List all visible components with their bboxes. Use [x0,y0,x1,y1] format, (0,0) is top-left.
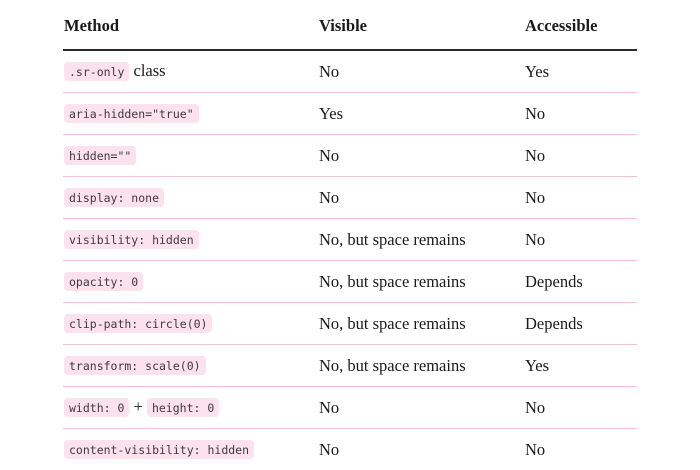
accessible-cell: No [524,387,637,429]
method-cell [63,303,318,345]
code-snippet: opacity: 0 [64,272,143,291]
accessible-cell: Depends [524,303,637,345]
accessible-cell: No [524,219,637,261]
table-row [63,135,637,177]
visible-cell: No [318,50,524,93]
visible-cell: No, but space remains [318,261,524,303]
column-header-method: Method [63,13,318,50]
method-plain-text: class [129,61,165,80]
method-cell [63,219,318,261]
column-header-visible: Visible [318,13,524,50]
accessible-cell: No [524,177,637,219]
accessible-cell: No [524,93,637,135]
table-row [63,177,637,219]
code-snippet: .sr-only [64,62,129,81]
code-snippet: display: none [64,188,164,207]
table-row [63,261,637,303]
column-header-accessible: Accessible [524,13,637,50]
method-cell [63,387,318,429]
table-row [63,387,637,429]
method-cell [63,177,318,219]
table-row [63,345,637,387]
accessible-cell: Depends [524,261,637,303]
visible-cell: No, but space remains [318,219,524,261]
visible-cell: Yes [318,93,524,135]
method-cell [63,429,318,470]
code-snippet: visibility: hidden [64,230,199,249]
table-row [63,429,637,470]
table-row [63,50,637,93]
code-snippet: transform: scale(0) [64,356,206,375]
table-row [63,303,637,345]
header-row [63,13,637,50]
accessible-cell: No [524,429,637,470]
visible-cell: No, but space remains [318,303,524,345]
table-row [63,93,637,135]
method-cell [63,93,318,135]
visible-cell: No [318,387,524,429]
visible-cell: No, but space remains [318,345,524,387]
hiding-methods-table [63,13,637,470]
accessible-cell: No [524,135,637,177]
code-snippet: width: 0 [64,398,129,417]
accessible-cell: Yes [524,50,637,93]
table-row [63,219,637,261]
visible-cell: No [318,135,524,177]
method-cell [63,261,318,303]
method-cell [63,135,318,177]
code-snippet: aria-hidden="true" [64,104,199,123]
code-snippet: hidden="" [64,146,136,165]
code-snippet: height: 0 [147,398,219,417]
visible-cell: No [318,177,524,219]
method-cell [63,50,318,93]
method-plain-text: + [129,397,147,416]
table-header [63,13,637,50]
table-body [63,50,637,470]
accessible-cell: Yes [524,345,637,387]
code-snippet: content-visibility: hidden [64,440,254,459]
method-cell [63,345,318,387]
code-snippet: clip-path: circle(0) [64,314,212,333]
visible-cell: No [318,429,524,470]
